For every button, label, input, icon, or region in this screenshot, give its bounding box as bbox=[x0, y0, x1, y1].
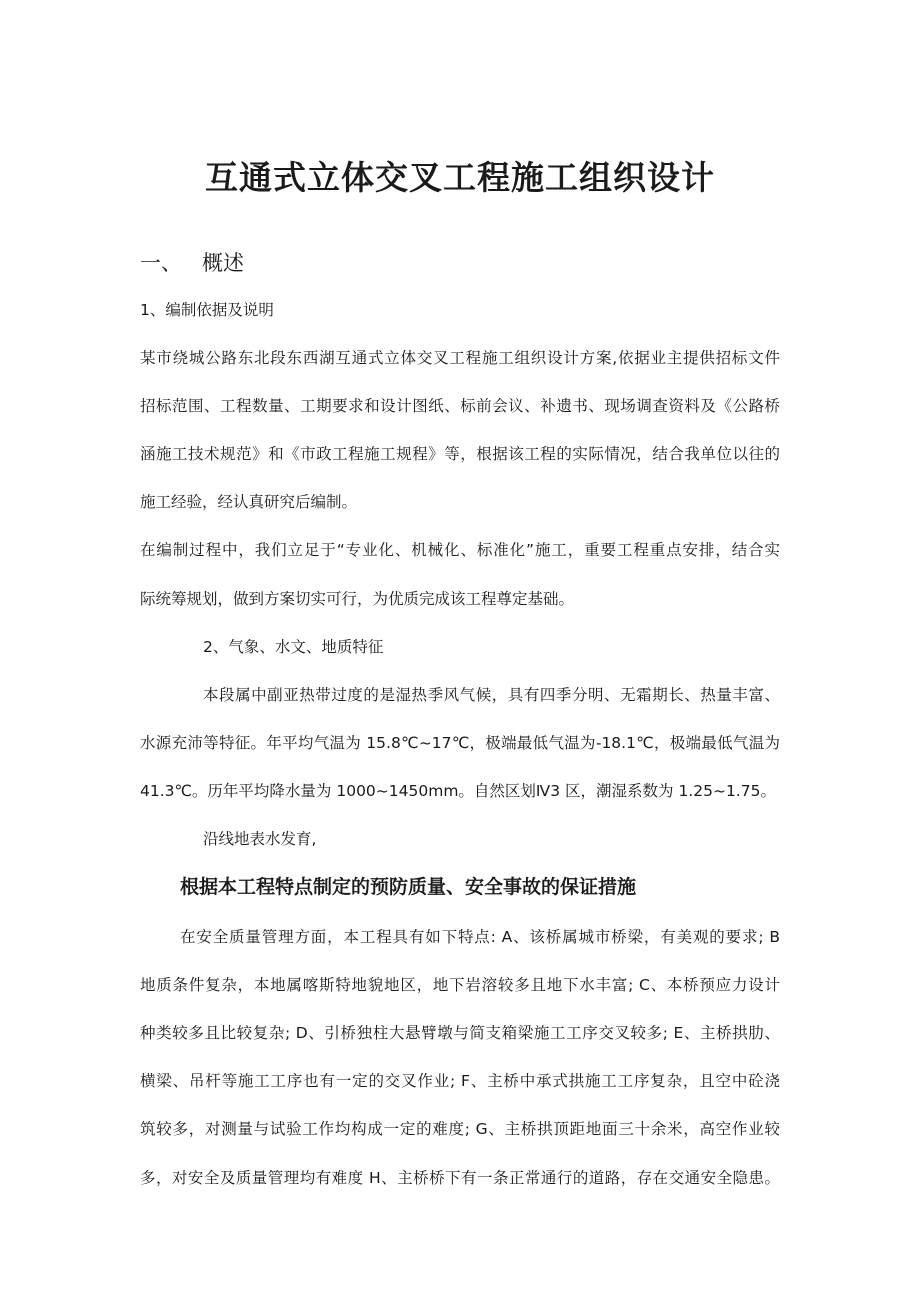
paragraph-line: 际统筹规划，做到方案切实可行，为优质完成该工程尊定基础。 bbox=[140, 590, 575, 608]
paragraph-line: 种类较多且比较复杂; D、引桥独柱大悬臂墩与简支箱梁施工工序交叉较多; E、主桥拱肋、 bbox=[140, 1024, 780, 1042]
section-number: 一、 bbox=[140, 251, 182, 275]
paragraph-line: 某市绕城公路东北段东西湖互通式立体交叉工程施工组织设计方案,依据业主提供招标文件 bbox=[140, 349, 780, 367]
paragraph-line: 施工经验，经认真研究后编制。 bbox=[140, 493, 358, 511]
paragraph-line: 在编制过程中，我们立足于“专业化、机械化、标准化”施工，重要工程重点安排，结合实 bbox=[140, 541, 780, 559]
paragraph-line: 多，对安全及质量管理均有难度 H、主桥桥下有一条正常通行的道路，存在交通安全隐患。 bbox=[140, 1169, 780, 1187]
paragraph-line: 在安全质量管理方面，本工程具有如下特点: A、该桥属城市桥梁，有美观的要求; B bbox=[180, 928, 780, 946]
paragraph-line: 地质条件复杂，本地属喀斯特地貌地区，地下岩溶较多且地下水丰富; C、本桥预应力设计 bbox=[140, 976, 780, 994]
paragraph-line: 横梁、吊杆等施工工序也有一定的交叉作业; F、主桥中承式拱施工工序复杂，且空中砼浇 bbox=[140, 1072, 780, 1090]
paragraph-line: 水源充沛等特征。年平均气温为 15.8℃~17℃，极端最低气温为-18.1℃，极端最低气温为 bbox=[140, 734, 780, 752]
subsection-heading-basis: 1、编制依据及说明 bbox=[140, 301, 274, 319]
paragraph-line: 招标范围、工程数量、工期要求和设计图纸、标前会议、补遗书、现场调查资料及《公路桥 bbox=[140, 397, 780, 415]
paragraph-line: 筑较多，对测量与试验工作均构成一定的难度; G、主桥拱顶距地面三十余米，高空作业较 bbox=[140, 1120, 780, 1138]
section-heading-safety: 根据本工程特点制定的预防质量、安全事故的保证措施 bbox=[180, 876, 637, 898]
document-title: 互通式立体交叉工程施工组织设计 bbox=[205, 158, 715, 197]
paragraph-line: 涵施工技术规范》和《市政工程施工规程》等，根据该工程的实际情况，结合我单位以往的 bbox=[140, 445, 780, 463]
paragraph-line: 沿线地表水发育, bbox=[203, 830, 317, 848]
section-title: 概述 bbox=[202, 251, 244, 275]
paragraph-line: 41.3℃。历年平均降水量为 1000~1450mm。自然区划Ⅳ3 区，潮湿系数为 1.25~1.75。 bbox=[140, 782, 776, 800]
section-heading-overview bbox=[140, 248, 244, 278]
subsection-heading-climate: 2、气象、水文、地质特征 bbox=[203, 638, 384, 656]
paragraph-line: 本段属中副亚热带过度的是湿热季风气候，具有四季分明、无霜期长、热量丰富、 bbox=[203, 686, 780, 704]
